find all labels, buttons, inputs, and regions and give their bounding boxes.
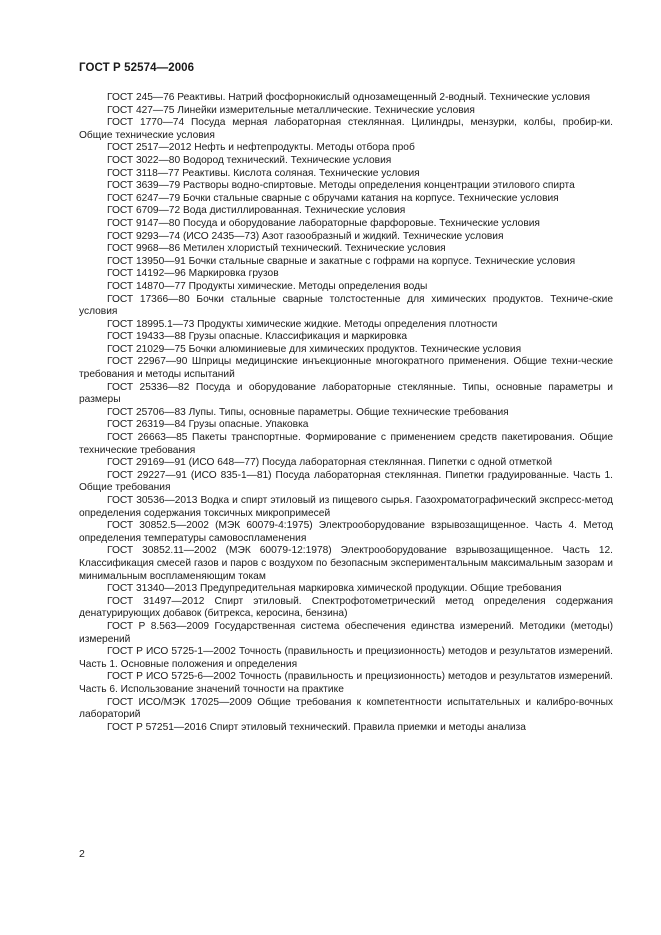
reference-item: ГОСТ 25706—83 Лупы. Типы, основные параметры. Общие технические требования [107, 406, 509, 418]
reference-item: ГОСТ 9293—74 (ИСО 2435—73) Азот газообразный и жидкий. Технические условия [107, 230, 504, 242]
reference-item: ГОСТ 3118—77 Реактивы. Кислота соляная. Технические условия [107, 167, 420, 179]
reference-item: ГОСТ 18995.1—73 Продукты химические жидкие. Методы определения плотности [107, 318, 498, 330]
reference-item: ГОСТ ИСО/МЭК 17025—2009 Общие требования к компетентности испытательных и калибро-вочных лабораторий [79, 696, 613, 721]
reference-item: ГОСТ Р 8.563—2009 Государственная система обеспечения единства измерений. Методики (методы) измерений [79, 620, 613, 645]
reference-item: ГОСТ 26319—84 Грузы опасные. Упаковка [107, 419, 309, 431]
reference-item: ГОСТ 29227—91 (ИСО 835-1—81) Посуда лабораторная стеклянная. Пипетки градуированные. Часть 1. Общие требования [79, 469, 613, 494]
reference-item: ГОСТ 19433—88 Грузы опасные. Классификация и маркировка [107, 331, 408, 343]
page-number: 2 [79, 848, 85, 860]
reference-item: ГОСТ 22967—90 Шприцы медицинские инъекционные многократного применения. Общие техни-ческие требования и методы испытаний [79, 356, 613, 381]
reference-item: ГОСТ Р ИСО 5725-6—2002 Точность (правильность и прецизионность) методов и результатов измерений. Часть 6. Использование значений точности на практике [79, 671, 613, 695]
reference-item: ГОСТ 13950—91 Бочки стальные сварные и закатные с гофрами на корпусе. Технические условия [107, 255, 576, 267]
reference-item: ГОСТ 30852.11—2002 (МЭК 60079-12:1978) Электрооборудование взрывозащищенное. Часть 12. Классификация смесей газов и паров с воздухом по безопасным экспериментальным максимальным зазорам и минимальным воспламеняющим токам [79, 545, 613, 582]
reference-item: ГОСТ 1770—74 Посуда мерная лабораторная стеклянная. Цилиндры, мензурки, колбы, пробир-ки. Общие технические условия [79, 117, 613, 141]
reference-item: ГОСТ 14192—96 Маркировка грузов [107, 268, 279, 280]
reference-item: ГОСТ 14870—77 Продукты химические. Методы определения воды [107, 280, 428, 292]
reference-item: ГОСТ 30536—2013 Водка и спирт этиловый из пищевого сырья. Газохроматографический экспресс-метод определения содержания токсичных микропримесей [79, 495, 613, 519]
reference-item: ГОСТ 6247—79 Бочки стальные сварные с обручами катания на корпусе. Технические условия [107, 192, 559, 204]
reference-item: ГОСТ 3022—80 Водород технический. Технические условия [107, 154, 392, 166]
reference-item: ГОСТ 6709—72 Вода дистиллированная. Технические условия [107, 205, 406, 217]
reference-item: ГОСТ 30852.5—2002 (МЭК 60079-4:1975) Электрооборудование взрывозащищенное. Часть 4. Метод определения температуры самовоспламенения [79, 520, 613, 544]
reference-item: ГОСТ 17366—80 Бочки стальные сварные толстостенные для химических продуктов. Техниче-ские условия [79, 293, 613, 318]
reference-item: ГОСТ 21029—75 Бочки алюминиевые для химических продуктов. Технические условия [107, 343, 522, 355]
reference-item: ГОСТ 2517—2012 Нефть и нефтепродукты. Методы отбора проб [107, 142, 415, 154]
reference-item: ГОСТ 3639—79 Растворы водно-спиртовые. Методы определения концентрации этилового спирта [107, 180, 575, 192]
reference-item: ГОСТ Р 57251—2016 Спирт этиловый технический. Правила приемки и методы анализа [107, 721, 526, 733]
reference-item: ГОСТ 25336—82 Посуда и оборудование лабораторные стеклянные. Типы, основные параметры и размеры [79, 381, 613, 406]
reference-item: ГОСТ 9968—86 Метилен хлористый технический. Технические условия [107, 243, 446, 255]
reference-item: ГОСТ 31340—2013 Предупредительная маркировка химической продукции. Общие требования [107, 583, 562, 595]
reference-item: ГОСТ 29169—91 (ИСО 648—77) Посуда лабораторная стеклянная. Пипетки с одной отметкой [107, 457, 553, 469]
normative-references-list [79, 92, 613, 734]
reference-item: ГОСТ 9147—80 Посуда и оборудование лабораторные фарфоровые. Технические условия [107, 217, 540, 229]
reference-item: ГОСТ 245—76 Реактивы. Натрий фосфорнокислый однозамещенный 2-водный. Технические условия [107, 92, 591, 103]
reference-item: ГОСТ 31497—2012 Спирт этиловый. Спектрофотометрический метод определения содержания денатурирующих добавок (битрекса, керосина, бензина) [79, 595, 613, 620]
reference-item: ГОСТ 427—75 Линейки измерительные металлические. Технические условия [107, 104, 475, 116]
document-header-title: ГОСТ Р 52574—2006 [79, 62, 195, 74]
reference-item: ГОСТ Р ИСО 5725-1—2002 Точность (правильность и прецизионность) методов и результатов измерений. Часть 1. Основные положения и определения [79, 646, 613, 670]
reference-item: ГОСТ 26663—85 Пакеты транспортные. Формирование с применением средств пакетирования. Общие технические требования [79, 432, 613, 456]
